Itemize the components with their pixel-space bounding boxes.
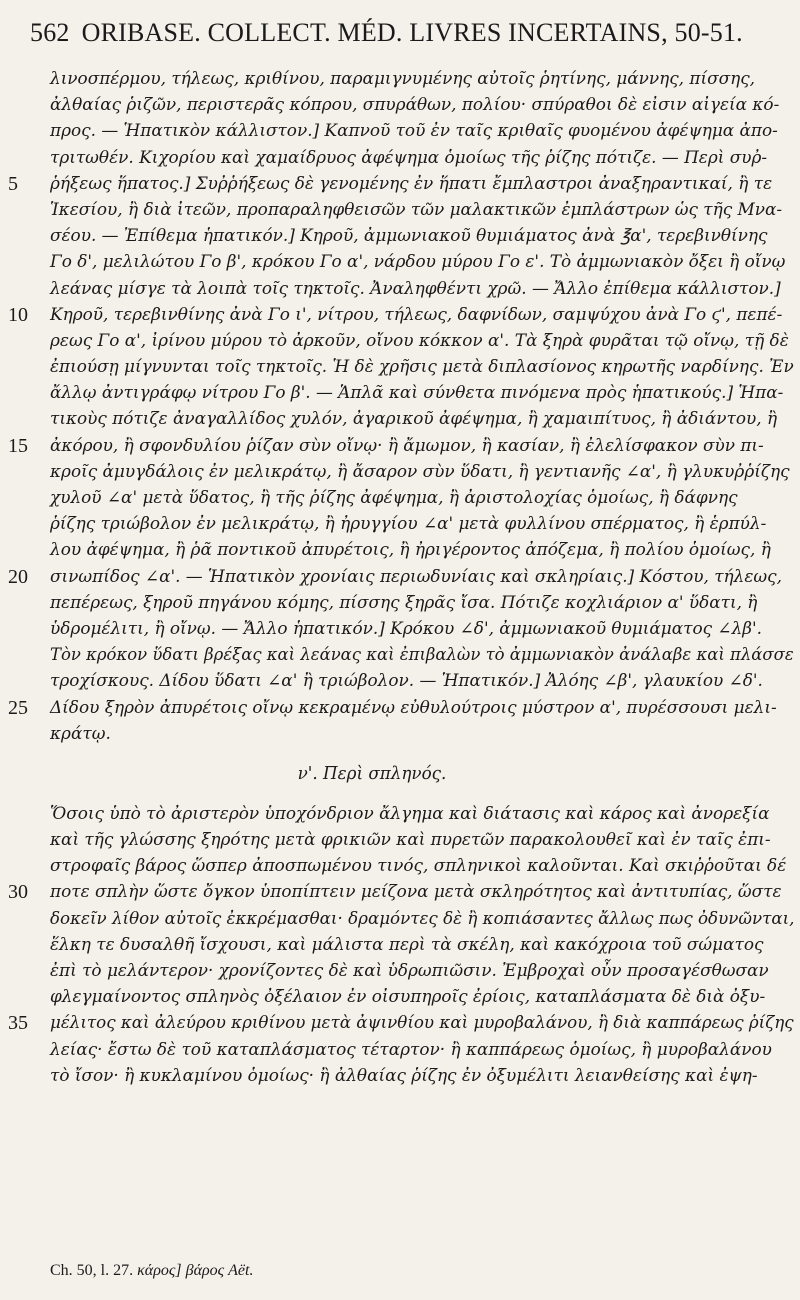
- text-line: [0, 197, 800, 223]
- text-line: [0, 1037, 800, 1063]
- running-header: [30, 18, 770, 48]
- text-line: [0, 906, 800, 932]
- line-text: σέου. — Ἐπίθεμα ἡπατικόν.] Κηροῦ, ἀμμωνιακοῦ θυμιάματος ἀνὰ ℥α', τερεβινθίνης: [50, 226, 768, 247]
- text-line: [0, 616, 800, 642]
- section-heading: ν'. Περὶ σπληνός.: [297, 762, 447, 784]
- line-text: πεπέρεως, ξηροῦ πηγάνου κόμης, πίσσης ξηρᾶς ἴσα. Πότιζε κοχλιάριον α' ὕδατι, ἢ: [50, 592, 758, 613]
- running-title: ORIBASE. COLLECT. MÉD. LIVRES INCERTAINS, 50-51.: [81, 18, 743, 47]
- line-text: τροχίσκους. Δίδου ὕδατι ∠α' ἢ τριώβολον. — Ἡπατικόν.] Ἀλόης ∠β', γλαυκίου ∠δ'.: [50, 671, 763, 692]
- line-number: 20: [8, 565, 28, 588]
- line-text: καὶ τῆς γλώσσης ξηρότης μετὰ φρικιῶν καὶ πυρετῶν παρακολουθεῖ καὶ ἐν ταῖς ἐπι-: [50, 830, 771, 851]
- line-number: 15: [8, 434, 28, 457]
- line-text: ποτε σπλὴν ὥστε ὄγκον ὑποπίπτειν μείζονα μετὰ σκληρότητος καὶ ἀντιτυπίας, ὥστε: [50, 882, 782, 903]
- page-number: 562: [30, 18, 70, 47]
- line-text: φλεγμαίνοντος σπληνὸς ὀξέλαιον ἐν οἰσυπηροῖς ἐρίοις, καταπλάσματα δὲ διὰ ὀξυ-: [50, 987, 766, 1008]
- text-line: [0, 984, 800, 1010]
- line-text: Τὸν κρόκον ὕδατι βρέξας καὶ λεάνας καὶ ἐπιβαλὼν τὸ ἀμμωνιακὸν ἀνάλαβε καὶ πλάσσε: [50, 645, 794, 666]
- text-line: [0, 66, 800, 92]
- line-text: χυλοῦ ∠α' μετὰ ὕδατος, ἢ τῆς ῥίζης ἀφέψημα, ἢ ἀριστολοχίας ὁμοίως, ἢ δάφνης: [50, 488, 738, 508]
- line-text: τριτωθέν. Κιχορίου καὶ χαμαίδρυος ἀφέψημα ὁμοίως τῆς ῥίζης πότιζε. — Περὶ συῤ-: [50, 147, 768, 168]
- line-text: λου ἀφέψημα, ἢ ῥᾶ ποντικοῦ ἀπυρέτοις, ἢ ἠριγέροντος ἀπόζεμα, ἢ πολίου ὁμοίως, ἢ: [50, 540, 771, 561]
- text-line: [0, 511, 800, 537]
- line-text: κροῖς ἀμυγδάλοις ἐν μελικράτῳ, ἢ ἄσαρον σὺν ὕδατι, ἢ γεντιανῆς ∠α', ἢ γλυκυῤῥίζης: [50, 461, 790, 482]
- text-line: [0, 433, 800, 459]
- line-text: Ἱκεσίου, ἢ διὰ ἰτεῶν, προπαραληφθεισῶν τῶν μαλακτικῶν ἐμπλάστρων ὡς τῆς Μνα-: [50, 199, 783, 220]
- text-line: [0, 801, 800, 827]
- text-line: [0, 92, 800, 118]
- footnote-lemma: κάρος]: [137, 1262, 182, 1279]
- text-line: [0, 459, 800, 485]
- line-number: 30: [8, 881, 28, 904]
- line-text: ἐπὶ τὸ μελάντερον· χρονίζοντες δὲ καὶ ὑδρωπιῶσιν. Ἐμβροχαὶ οὖν προσαγέσθωσαν: [50, 961, 769, 981]
- text-line: [0, 328, 800, 354]
- text-line: [0, 958, 800, 984]
- text-line: [0, 118, 800, 144]
- line-text: προς. — Ἡπατικὸν κάλλιστον.] Καπνοῦ τοῦ ἐν ταῖς κριθαῖς φυομένου ἀφέψημα ἀπο-: [50, 121, 778, 142]
- footnote-variant: βάρος Aët.: [185, 1262, 254, 1279]
- line-text: τὸ ἴσον· ἢ κυκλαμίνου ὁμοίως· ἢ ἀλθαίας ῥίζης ἐν ὀξυμέλιτι λειανθείσης καὶ ἐψη-: [50, 1065, 758, 1086]
- line-text: στροφαῖς βάρος ὥσπερ ἀποσπωμένου τινός, σπληνικοὶ καλοῦνται. Καὶ σκιῤῥοῦται δέ: [50, 856, 787, 877]
- text-line: [0, 668, 800, 694]
- text-line: [0, 145, 800, 171]
- line-text: μέλιτος καὶ ἀλεύρου κριθίνου μετὰ ἀψινθίου καὶ μυροβαλάνου, ἢ διὰ καππάρεως ῥίζης: [50, 1013, 794, 1034]
- text-line: [0, 827, 800, 853]
- line-text: ρεως Γο α', ἰρίνου μύρου τὸ ἀρκοῦν, οἴνου κόκκον α'. Τὰ ξηρὰ φυρᾶται τῷ οἴνῳ, τῇ δὲ: [50, 330, 789, 351]
- text-line: [0, 879, 800, 905]
- line-text: ἕλκη τε δυσαλθῆ ἴσχουσι, καὶ μάλιστα περὶ τὰ σκέλη, καὶ κακόχροια τοῦ σώματος: [50, 934, 764, 955]
- line-text: Ὅσοις ὑπὸ τὸ ἀριστερὸν ὑποχόνδριον ἄλγημα καὶ διάτασις καὶ κάρος καὶ ἀνορεξία: [50, 803, 770, 824]
- text-line: [0, 223, 800, 249]
- line-text: ἀκόρου, ἢ σφονδυλίου ῥίζαν σὺν οἴνῳ· ἢ ἄμωμον, ἢ κασίαν, ἢ ἐλελίσφακον σὺν πι-: [50, 435, 764, 456]
- text-line: [0, 485, 800, 511]
- text-line: [0, 380, 800, 406]
- line-number: 35: [8, 1012, 28, 1035]
- text-line: [0, 1063, 800, 1089]
- line-text: ἀλθαίας ῥιζῶν, περιστερᾶς κόπρου, σπυράθων, πολίου· σπύραθοι δὲ εἰσιν αἰγεία κό-: [50, 95, 780, 116]
- line-text: ῥίζης τριώβολον ἐν μελικράτῳ, ἢ ἠρυγγίου ∠α' μετὰ φυλλίνου σπέρματος, ἢ ἑρπύλ-: [50, 514, 767, 535]
- line-text: ἄλλῳ ἀντιγράφῳ νίτρου Γο β'. — Ἁπλᾶ καὶ σύνθετα πινόμενα πρὸς ἡπατικούς.] Ἡπα-: [50, 383, 784, 404]
- line-text: κράτῳ.: [50, 723, 111, 744]
- text-line: [0, 721, 800, 747]
- line-text: σινωπίδος ∠α'. — Ἡπατικὸν χρονίαις περιωδυνίαις καὶ σκληρίαις.] Κόστου, τήλεως,: [50, 566, 782, 587]
- main-text: [0, 66, 800, 1089]
- line-text: Κηροῦ, τερεβινθίνης ἀνὰ Γο ι', νίτρου, τήλεως, δαφνίδων, σαμψύχου ἀνὰ Γο ϛ', πεπέ-: [50, 304, 783, 325]
- text-line: [0, 171, 800, 197]
- line-text: δοκεῖν λίθον αὐτοῖς ἐκκρέμασθαι· δραμόντες δὲ ἢ κοπιάσαντες ἄλλως πως ὀδυνῶνται,: [50, 908, 795, 929]
- line-number: 5: [8, 172, 18, 195]
- line-text: λινοσπέρμου, τήλεως, κριθίνου, παραμιγνυμένης αὐτοῖς ῥητίνης, μάννης, πίσσης,: [50, 69, 756, 89]
- section-heading-row: [0, 747, 800, 801]
- text-line: [0, 276, 800, 302]
- text-line: [0, 406, 800, 432]
- line-number: 25: [8, 696, 28, 719]
- text-line: [0, 642, 800, 668]
- line-text: ὑδρομέλιτι, ἢ οἴνῳ. — Ἄλλο ἡπατικόν.] Κρόκου ∠δ', ἀμμωνιακοῦ θυμιάματος ∠λβ'.: [50, 618, 763, 639]
- line-number: 10: [8, 303, 28, 326]
- text-line: [0, 590, 800, 616]
- text-line: [0, 302, 800, 328]
- line-text: τικοὺς πότιζε ἀναγαλλίδος χυλόν, ἀγαρικοῦ ἀφέψημα, ἢ χαμαιπίτυος, ἢ ἀδιάντου, ἢ: [50, 409, 778, 430]
- line-text: ῥήξεως ἥπατος.] Συῤῥήξεως δὲ γενομένης ἐν ἥπατι ἔμπλαστροι ἀναξηραντικαί, ἢ τε: [50, 173, 773, 194]
- line-text: λείας· ἔστω δὲ τοῦ καταπλάσματος τέταρτον· ἢ καππάρεως ὁμοίως, ἢ μυροβαλάνου: [50, 1039, 772, 1060]
- text-line: [0, 564, 800, 590]
- text-line: [0, 537, 800, 563]
- text-line: [0, 1010, 800, 1036]
- text-line: [0, 354, 800, 380]
- line-text: ἐπιούσῃ μίγνυνται τοῖς τηκτοῖς. Ἡ δὲ χρῆσις μετὰ διπλασίονος κηρωτῆς ναρδίνης. Ἐν: [50, 357, 794, 378]
- text-line: [0, 249, 800, 275]
- footnote: [50, 1262, 253, 1280]
- line-text: λεάνας μίσγε τὰ λοιπὰ τοῖς τηκτοῖς. Ἀναληφθέντι χρῶ. — Ἄλλο ἐπίθεμα κάλλιστον.]: [50, 278, 781, 299]
- text-line: [0, 853, 800, 879]
- footnote-ref: Ch. 50, l. 27.: [50, 1262, 134, 1279]
- line-text: Γο δ', μελιλώτου Γο β', κρόκου Γο α', νάρδου μύρου Γο ε'. Τὸ ἀμμωνιακὸν ὄξει ἢ οἴνῳ: [50, 252, 786, 273]
- line-text: Δίδου ξηρὸν ἀπυρέτοις οἴνῳ κεκραμένῳ εὐθυλούτροις μύστρον α', πυρέσσουσι μελι-: [50, 697, 777, 718]
- text-line: [0, 695, 800, 721]
- text-line: [0, 932, 800, 958]
